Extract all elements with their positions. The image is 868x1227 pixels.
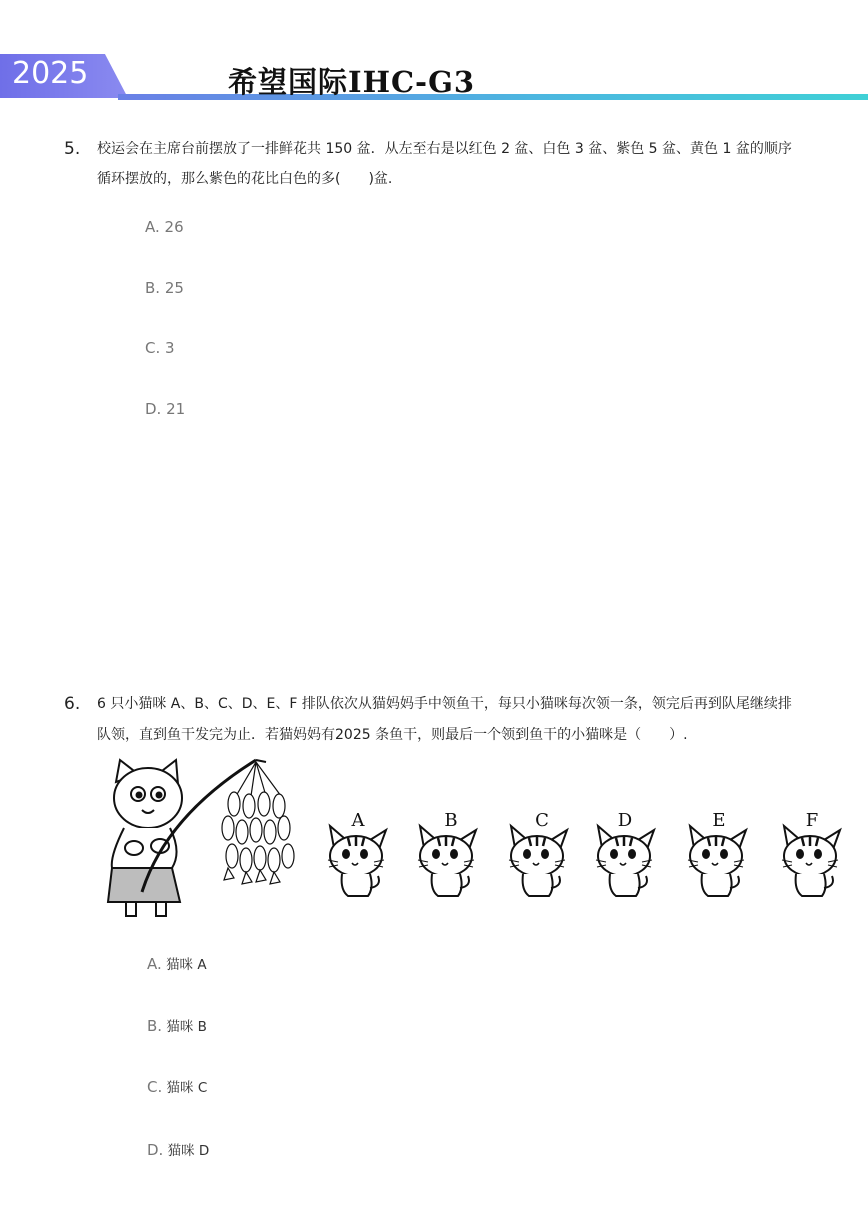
kitten-label-a: A xyxy=(351,810,365,831)
kitten-b-illustration xyxy=(418,826,476,896)
kitten-label-e: E xyxy=(712,810,726,831)
kitten-label-f: F xyxy=(805,810,819,831)
option-letter: C. xyxy=(147,1078,163,1096)
kitten-e-illustration xyxy=(688,826,746,896)
question-5-number: 5. xyxy=(64,139,81,159)
question-6-option-c[interactable] xyxy=(147,1076,207,1096)
question-5-line-2: 循环摆放的，那么紫色的花比白色的多( )盆. xyxy=(97,171,393,187)
kitten-c-illustration xyxy=(509,826,567,896)
kitten-label-d: D xyxy=(617,810,633,831)
page-title: 希望国际IHC-G3 xyxy=(228,65,476,99)
kitten-d-illustration xyxy=(596,826,654,896)
question-6-line-2: 队领，直到鱼干发完为止．若猫妈妈有2025 条鱼干，则最后一个领到鱼干的小猫咪是（ ）. xyxy=(97,727,688,743)
option-text: 猫咪 C xyxy=(166,1080,208,1096)
question-6-option-a[interactable] xyxy=(147,953,207,973)
kitten-label-b: B xyxy=(444,810,458,831)
question-6-line-1: 6 只小猫咪 A、B、C、D、E、F 排队依次从猫妈妈手中领鱼干，每只小猫咪每次领一条，领完后再到队尾继续排 xyxy=(97,696,792,712)
question-5-option-d[interactable]: D. 21 xyxy=(145,400,186,418)
cats-figure xyxy=(106,756,842,926)
fish-bundle-illustration xyxy=(222,762,294,884)
question-5-option-a[interactable]: A. 26 xyxy=(145,218,184,236)
option-letter: D. xyxy=(147,1141,164,1159)
option-letter: A. xyxy=(147,955,162,973)
question-6-number: 6. xyxy=(64,694,81,714)
year-label: 2025 xyxy=(12,56,89,91)
page-header xyxy=(0,0,868,110)
option-letter: B. xyxy=(147,1017,163,1035)
question-5-option-c[interactable]: C. 3 xyxy=(145,339,175,357)
option-text: 猫咪 B xyxy=(166,1019,207,1035)
question-6-option-b[interactable] xyxy=(147,1015,207,1035)
option-text: 猫咪 A xyxy=(166,957,207,973)
question-6-option-d[interactable] xyxy=(147,1139,209,1159)
kitten-a-illustration xyxy=(328,826,386,896)
option-text: 猫咪 D xyxy=(167,1143,210,1159)
kitten-f-illustration xyxy=(782,826,840,896)
question-5-option-b[interactable]: B. 25 xyxy=(145,279,184,297)
question-5-line-1: 校运会在主席台前摆放了一排鲜花共 150 盆．从左至右是以红色 2 盆、白色 3 盆、紫色 5 盆、黄色 1 盆的顺序 xyxy=(97,141,792,157)
kitten-label-c: C xyxy=(535,810,549,831)
